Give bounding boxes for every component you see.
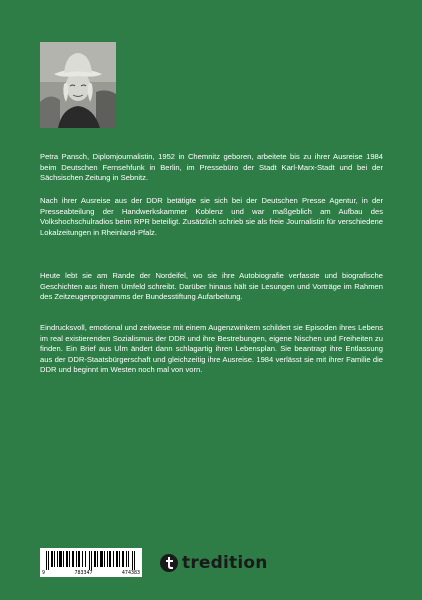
barcode-bars [46,551,136,570]
bio-paragraph-1: Petra Pansch, Diplomjournalistin, 1952 in Chemnitz geboren, arbeitete bis zu ihrer Ausreise 1984 beim Deutschen Fernsehfunk in Berlin, im Pressebüro der Stadt Karl-Marx-Stadt und bei der Sächsischen Zeitung in Sebnitz. [40,152,383,183]
book-blurb: Eindrucksvoll, emotional und zeitweise mit einem Augenzwinkern schildert sie Episoden ihres Lebens im real existierenden Sozialismus der DDR und ihre Bestrebungen, eigene Nischen und Freiheiten zu finden. Ein Brief aus Ulm ändert dann schlagartig ihren Lebensplan. Sie beantragt ihre Entlassung aus der DDR-Staatsbürgerschaft und gleichzeitig ihre Ausreise. 1984 verlässt sie mit ihrer Familie die DDR und beginnt im Westen noch mal von vorn. [40,323,383,375]
author-photo [40,42,116,128]
bio-paragraph-2: Nach ihrer Ausreise aus der DDR betätigte sie sich bei der Deutschen Presse Agentur, in der Presseabteilung der Handwerkskammer Koblenz und war maßgeblich am Aufbau des Volkshochschulradios beim RPR beteiligt. Zusätzlich schrieb sie als freie Journalistin für verschiedene Lokalzeitungen in Rheinland-Pfalz. [40,196,383,237]
publisher-name: tredition [182,553,268,573]
barcode-digits [42,571,140,576]
tredition-logo-icon [160,554,178,572]
author-portrait-image [40,42,116,128]
isbn-barcode [40,548,142,577]
barcode-digit-lead: 9 [42,570,46,576]
bio-paragraph-3: Heute lebt sie am Rande der Nordeifel, wo sie ihre Autobiografie verfasste und biografische Geschichten aus ihrem Umfeld schreibt. Darüber hinaus hält sie Lesungen und Vorträge im Rahmen des Zeitzeugenprogramms der Bundesstiftung Aufarbeitung. [40,271,383,302]
barcode-digits-left: 783347 [74,570,93,576]
barcode-digits-right: 474383 [121,570,140,576]
publisher-logo [160,553,268,573]
